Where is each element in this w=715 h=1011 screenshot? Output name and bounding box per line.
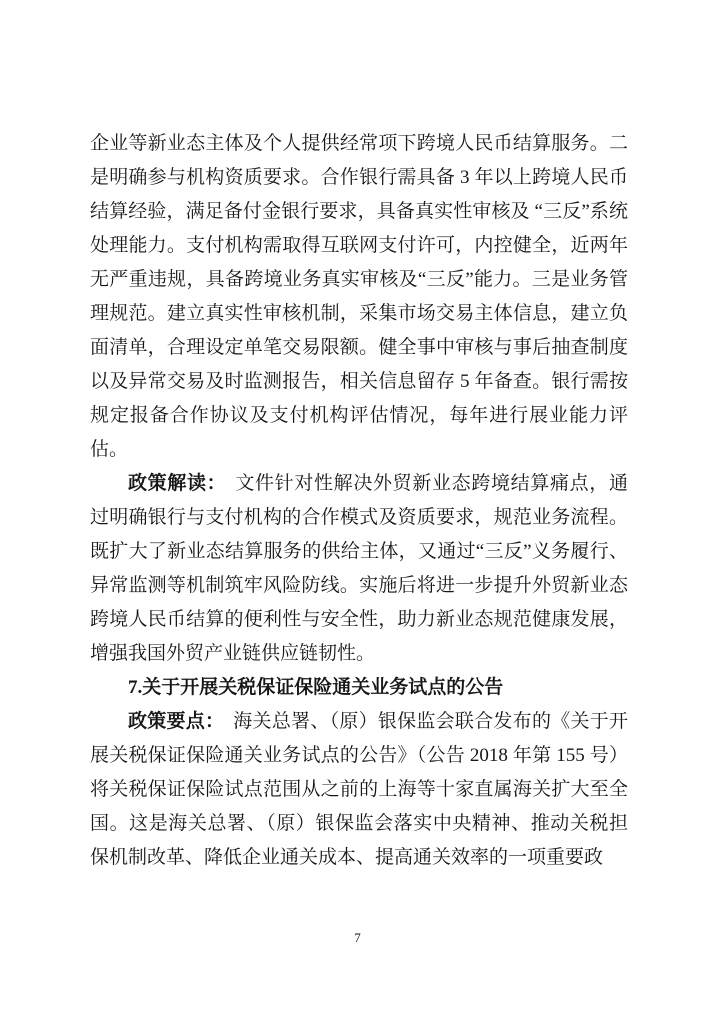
page-number: 7	[354, 930, 361, 945]
paragraph-policy-interpretation	[90, 467, 628, 671]
section-heading-item-7: 7.关于开展关税保证保险通关业务试点的公告	[128, 677, 504, 698]
paragraph-policy-points	[90, 705, 628, 875]
paragraph-label-policy-points: 政策要点：	[128, 711, 225, 732]
paragraph-text: 海关总署、（原）银保监会联合发布的《关于开展关税保证保险通关业务试点的公告》（公告 2018 年第 155 号）将关税保证保险试点范围从之前的上海等十家直属海关扩大至全国。这是海关总署、（原）银保监会落实中央精神、推动关税担保机制改革、降低企业通关成本、提高通关效率的一项重要政	[90, 711, 628, 868]
page-body-text	[90, 127, 628, 875]
paragraph-text: 文件针对性解决外贸新业态跨境结算痛点，通过明确银行与支付机构的合作模式及资质要求，规范业务流程。既扩大了新业态结算服务的供给主体，又通过“三反”义务履行、异常监测等机制筑牢风险防线。实施后将进一步提升外贸新业态跨境人民币结算的便利性与安全性，助力新业态规范健康发展，增强我国外贸产业链供应链韧性。	[90, 473, 628, 664]
paragraph-text: 企业等新业态主体及个人提供经常项下跨境人民币结算服务。二是明确参与机构资质要求。合作银行需具备 3 年以上跨境人民币结算经验，满足备付金银行要求，具备真实性审核及 “三反”系统处理能力。支付机构需取得互联网支付许可，内控健全，近两年无严重违规，具备跨境业务真实审核及“三反”能力。三是业务管理规范。建立真实性审核机制，采集市场交易主体信息，建立负面清单，合理设定单笔交易限额。健全事中审核与事后抽查制度以及异常交易及时监测报告，相关信息留存 5 年备查。银行需按规定报备合作协议及支付机构评估情况，每年进行展业能力评估。	[90, 133, 628, 460]
paragraph-continued-policy-points	[90, 127, 628, 467]
paragraph-label-policy-interpretation: 政策解读：	[128, 473, 227, 494]
